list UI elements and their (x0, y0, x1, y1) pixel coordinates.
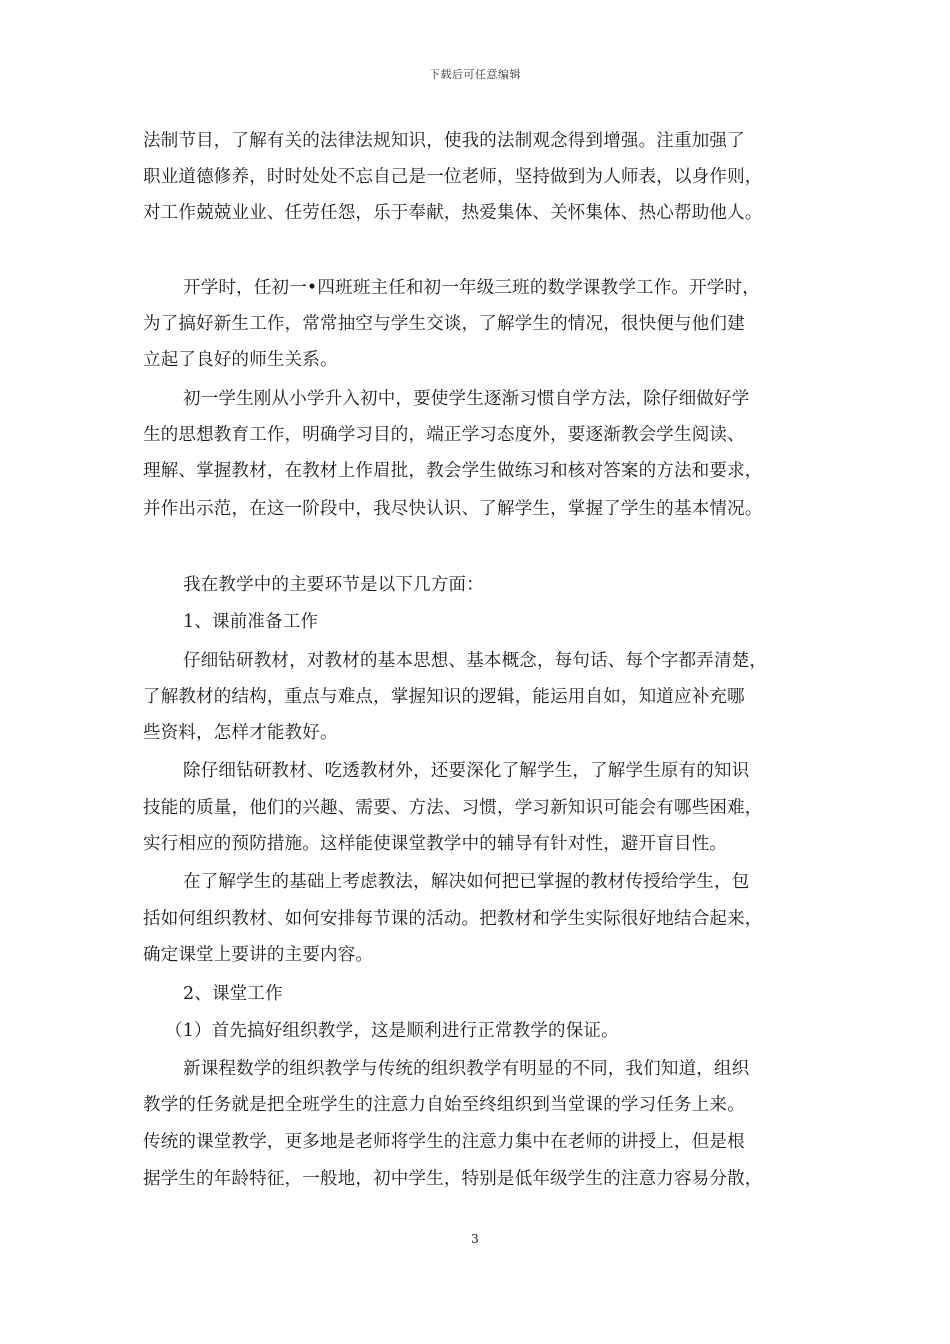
section-heading: 2、课堂工作 (183, 984, 283, 1004)
paragraph-first-line: 初一学生刚从小学升入初中，要使学生逐渐习惯自学方法，除仔细做好学 (183, 389, 750, 409)
paragraph-first-line: 新课程数学的组织教学与传统的组织教学有明显的不同，我们知道，组织 (183, 1059, 750, 1079)
page-header: 下载后可任意编辑 (429, 68, 521, 81)
paragraph-first-line: 我在教学中的主要环节是以下几方面： (183, 575, 484, 595)
paragraph-first-line: 仔细钻研教材，对教材的基本思想、基本概念，每句话、每个字都弄清楚， (183, 651, 768, 671)
text-line: 据学生的年龄特征，一般地，初中学生，特别是低年级学生的注意力容易分散， (143, 1169, 763, 1189)
section-heading: 1、课前准备工作 (183, 612, 319, 632)
text-line: 了解教材的结构，重点与难点，掌握知识的逻辑，能运用自如，知道应补充哪 (143, 687, 745, 707)
text-line: 法制节目，了解有关的法律法规知识，使我的法制观念得到增强。注重加强了 (143, 131, 745, 151)
text-line: 传统的课堂教学，更多地是老师将学生的注意力集中在老师的讲授上，但是根 (143, 1132, 745, 1152)
text-line: 教学的任务就是把全班学生的注意力自始至终组织到当堂课的学习任务上来。 (143, 1095, 745, 1115)
paragraph-first-line: 开学时，任初一•四班班主任和初一年级三班的数学课教学工作。开学时， (183, 278, 760, 298)
text-line: 立起了良好的师生关系。 (143, 350, 338, 370)
text-line: 些资料，怎样才能教好。 (143, 723, 338, 743)
text-line: 确定课堂上要讲的主要内容。 (143, 945, 374, 965)
text-line: 为了搞好新生工作，常常抽空与学生交谈，了解学生的情况，很快便与他们建 (143, 314, 745, 334)
text-line: 实行相应的预防措施。这样能使课堂教学中的辅导有针对性，避开盲目性。 (143, 834, 728, 854)
page-number: 3 (471, 1232, 479, 1246)
text-line: 括如何组织教材、如何安排每节课的活动。把教材和学生实际很好地结合起来， (143, 909, 763, 929)
paragraph-first-line: 除仔细钻研教材、吃透教材外，还要深化了解学生，了解学生原有的知识 (183, 761, 750, 781)
text-line: 技能的质量，他们的兴趣、需要、方法、习惯，学习新知识可能会有哪些困难， (143, 798, 763, 818)
subsection-heading: （1）首先搞好组织教学，这是顺利进行正常教学的保证。 (165, 1021, 619, 1041)
paragraph-first-line: 在了解学生的基础上考虑教法，解决如何把已掌握的教材传授给学生，包 (183, 872, 750, 892)
text-line: 理解、掌握教材，在教材上作眉批，教会学生做练习和核对答案的方法和要求， (143, 461, 763, 481)
text-line: 生的思想教育工作，明确学习目的，端正学习态度外，要逐渐教会学生阅读、 (143, 425, 745, 445)
text-line: 并作出示范，在这一阶段中，我尽快认识、了解学生，掌握了学生的基本情况。 (143, 499, 763, 519)
text-line: 职业道德修养，时时处处不忘自己是一位老师，坚持做到为人师表，以身作则， (143, 167, 763, 187)
text-line: 对工作兢兢业业、任劳任怨，乐于奉献，热爱集体、关怀集体、热心帮助他人。 (143, 203, 763, 223)
